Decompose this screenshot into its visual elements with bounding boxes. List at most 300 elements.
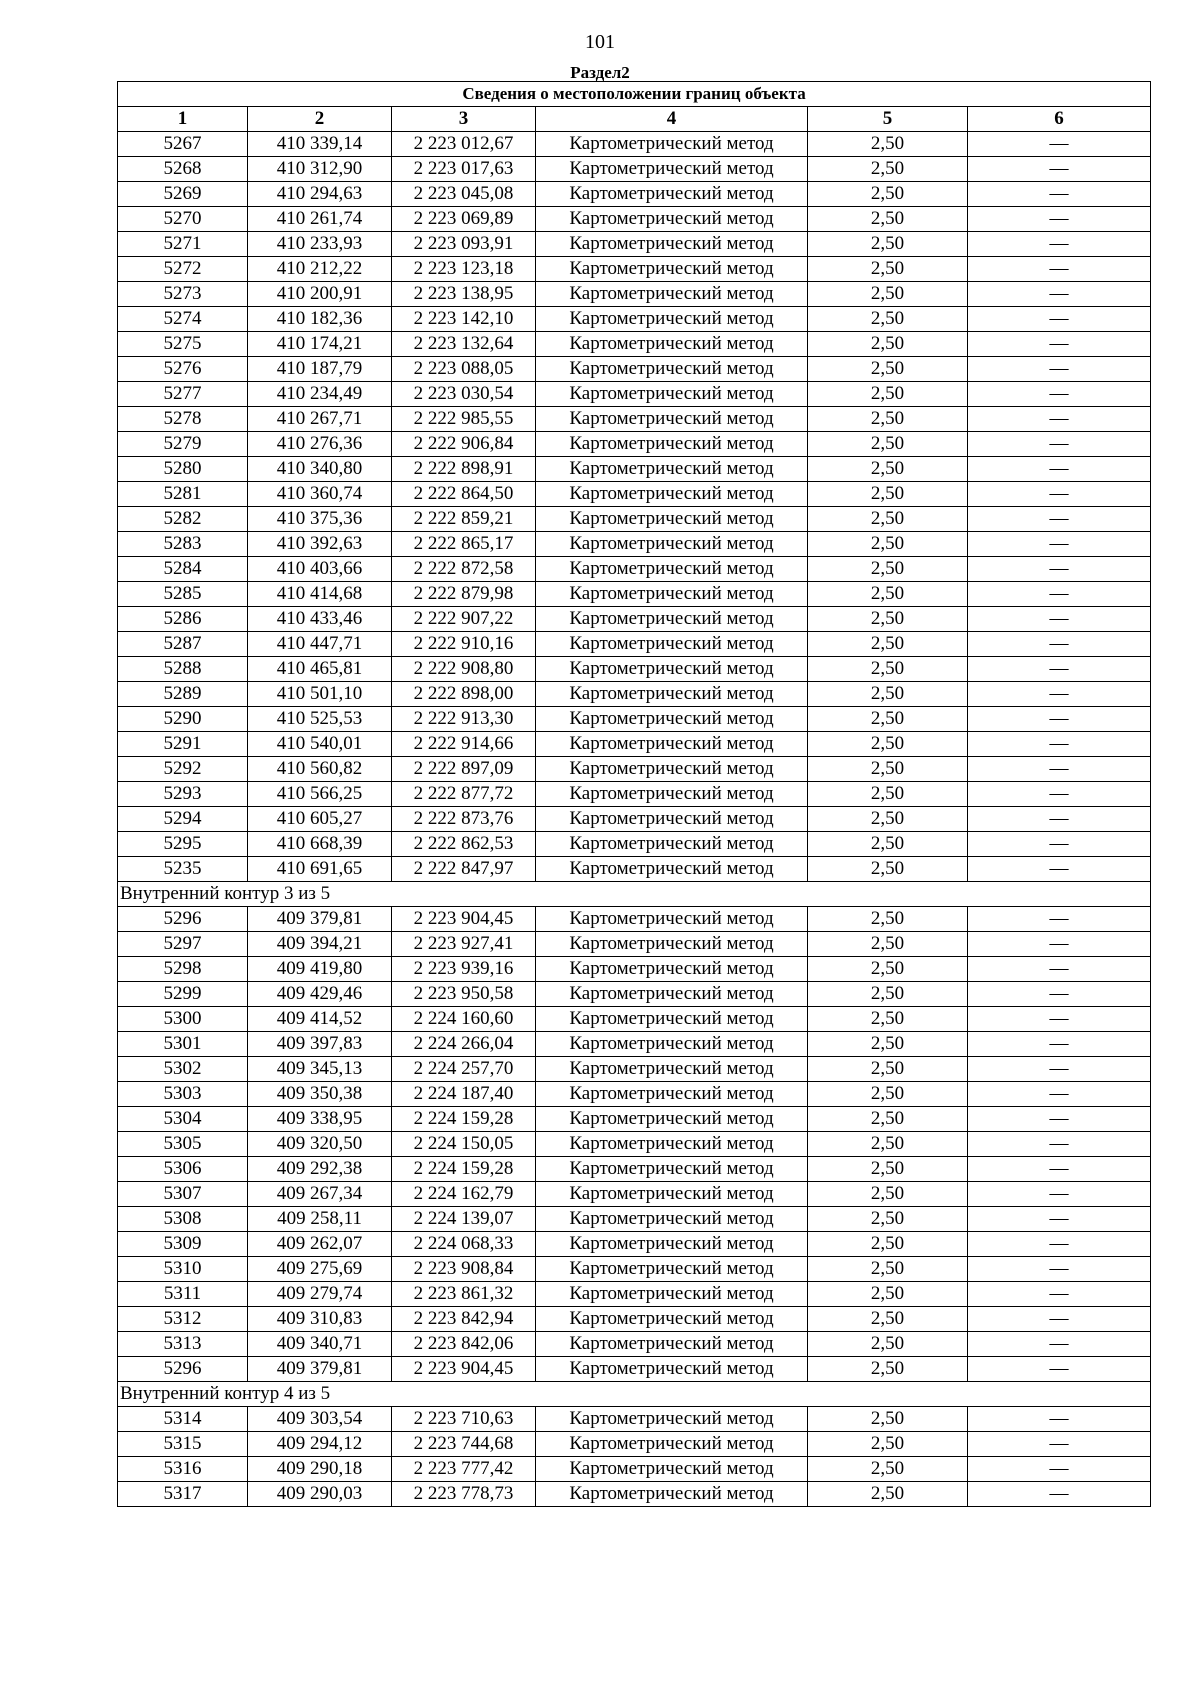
accuracy-cell: 2,50 <box>808 1082 968 1107</box>
description-cell: — <box>968 1357 1151 1382</box>
x-coordinate-cell: 410 182,36 <box>248 307 392 332</box>
y-coordinate-cell: 2 223 132,64 <box>392 332 536 357</box>
method-cell: Картометрический метод <box>536 732 808 757</box>
description-cell: — <box>968 332 1151 357</box>
point-number-cell: 5314 <box>118 1407 248 1432</box>
accuracy-cell: 2,50 <box>808 1282 968 1307</box>
table-row <box>118 1232 1151 1257</box>
method-cell: Картометрический метод <box>536 982 808 1007</box>
accuracy-cell: 2,50 <box>808 232 968 257</box>
point-number-cell: 5283 <box>118 532 248 557</box>
method-cell: Картометрический метод <box>536 1057 808 1082</box>
method-cell: Картометрический метод <box>536 832 808 857</box>
method-cell: Картометрический метод <box>536 1457 808 1482</box>
point-number-cell: 5287 <box>118 632 248 657</box>
x-coordinate-cell: 410 187,79 <box>248 357 392 382</box>
accuracy-cell: 2,50 <box>808 732 968 757</box>
accuracy-cell: 2,50 <box>808 457 968 482</box>
y-coordinate-cell: 2 223 927,41 <box>392 932 536 957</box>
y-coordinate-cell: 2 223 904,45 <box>392 1357 536 1382</box>
contour-label: Внутренний контур 4 из 5 <box>118 1382 1151 1407</box>
accuracy-cell: 2,50 <box>808 507 968 532</box>
method-cell: Картометрический метод <box>536 857 808 882</box>
table-row <box>118 407 1151 432</box>
y-coordinate-cell: 2 223 088,05 <box>392 357 536 382</box>
column-header: 5 <box>808 107 968 132</box>
method-cell: Картометрический метод <box>536 207 808 232</box>
description-cell: — <box>968 732 1151 757</box>
table-row <box>118 757 1151 782</box>
table-row <box>118 1332 1151 1357</box>
table-row <box>118 682 1151 707</box>
table-row <box>118 1157 1151 1182</box>
description-cell: — <box>968 582 1151 607</box>
description-cell: — <box>968 482 1151 507</box>
table-row <box>118 607 1151 632</box>
accuracy-cell: 2,50 <box>808 932 968 957</box>
x-coordinate-cell: 410 392,63 <box>248 532 392 557</box>
x-coordinate-cell: 410 465,81 <box>248 657 392 682</box>
y-coordinate-cell: 2 224 150,05 <box>392 1132 536 1157</box>
y-coordinate-cell: 2 222 910,16 <box>392 632 536 657</box>
description-cell: — <box>968 132 1151 157</box>
table-row <box>118 1057 1151 1082</box>
table-row <box>118 207 1151 232</box>
method-cell: Картометрический метод <box>536 1407 808 1432</box>
y-coordinate-cell: 2 223 842,06 <box>392 1332 536 1357</box>
accuracy-cell: 2,50 <box>808 1057 968 1082</box>
method-cell: Картометрический метод <box>536 1482 808 1507</box>
method-cell: Картометрический метод <box>536 607 808 632</box>
point-number-cell: 5270 <box>118 207 248 232</box>
x-coordinate-cell: 410 403,66 <box>248 557 392 582</box>
y-coordinate-cell: 2 224 187,40 <box>392 1082 536 1107</box>
point-number-cell: 5280 <box>118 457 248 482</box>
description-cell: — <box>968 1157 1151 1182</box>
method-cell: Картометрический метод <box>536 932 808 957</box>
method-cell: Картометрический метод <box>536 1282 808 1307</box>
accuracy-cell: 2,50 <box>808 1157 968 1182</box>
method-cell: Картометрический метод <box>536 1182 808 1207</box>
point-number-cell: 5315 <box>118 1432 248 1457</box>
accuracy-cell: 2,50 <box>808 632 968 657</box>
method-cell: Картометрический метод <box>536 1232 808 1257</box>
table-row <box>118 732 1151 757</box>
x-coordinate-cell: 410 691,65 <box>248 857 392 882</box>
method-cell: Картометрический метод <box>536 1257 808 1282</box>
table-row <box>118 807 1151 832</box>
method-cell: Картометрический метод <box>536 1157 808 1182</box>
table-row <box>118 257 1151 282</box>
accuracy-cell: 2,50 <box>808 207 968 232</box>
table-row <box>118 382 1151 407</box>
x-coordinate-cell: 409 279,74 <box>248 1282 392 1307</box>
point-number-cell: 5296 <box>118 907 248 932</box>
y-coordinate-cell: 2 222 877,72 <box>392 782 536 807</box>
method-cell: Картометрический метод <box>536 407 808 432</box>
description-cell: — <box>968 782 1151 807</box>
y-coordinate-cell: 2 223 904,45 <box>392 907 536 932</box>
description-cell: — <box>968 1107 1151 1132</box>
description-cell: — <box>968 982 1151 1007</box>
x-coordinate-cell: 409 394,21 <box>248 932 392 957</box>
x-coordinate-cell: 410 267,71 <box>248 407 392 432</box>
y-coordinate-cell: 2 222 985,55 <box>392 407 536 432</box>
accuracy-cell: 2,50 <box>808 807 968 832</box>
table-row <box>118 932 1151 957</box>
point-number-cell: 5235 <box>118 857 248 882</box>
description-cell: — <box>968 1257 1151 1282</box>
y-coordinate-cell: 2 223 123,18 <box>392 257 536 282</box>
accuracy-cell: 2,50 <box>808 532 968 557</box>
accuracy-cell: 2,50 <box>808 357 968 382</box>
point-number-cell: 5293 <box>118 782 248 807</box>
table-row <box>118 457 1151 482</box>
description-cell: — <box>968 282 1151 307</box>
x-coordinate-cell: 410 233,93 <box>248 232 392 257</box>
table-row <box>118 1282 1151 1307</box>
method-cell: Картометрический метод <box>536 1032 808 1057</box>
y-coordinate-cell: 2 223 093,91 <box>392 232 536 257</box>
method-cell: Картометрический метод <box>536 707 808 732</box>
description-cell: — <box>968 1082 1151 1107</box>
method-cell: Картометрический метод <box>536 182 808 207</box>
table-row <box>118 482 1151 507</box>
point-number-cell: 5303 <box>118 1082 248 1107</box>
page-number: 101 <box>585 31 615 53</box>
column-header: 3 <box>392 107 536 132</box>
accuracy-cell: 2,50 <box>808 607 968 632</box>
y-coordinate-cell: 2 224 160,60 <box>392 1007 536 1032</box>
x-coordinate-cell: 409 429,46 <box>248 982 392 1007</box>
x-coordinate-cell: 409 419,80 <box>248 957 392 982</box>
accuracy-cell: 2,50 <box>808 1307 968 1332</box>
x-coordinate-cell: 410 212,22 <box>248 257 392 282</box>
y-coordinate-cell: 2 224 162,79 <box>392 1182 536 1207</box>
point-number-cell: 5272 <box>118 257 248 282</box>
table-row <box>118 907 1151 932</box>
description-cell: — <box>968 1307 1151 1332</box>
point-number-cell: 5274 <box>118 307 248 332</box>
accuracy-cell: 2,50 <box>808 132 968 157</box>
y-coordinate-cell: 2 222 865,17 <box>392 532 536 557</box>
description-cell: — <box>968 907 1151 932</box>
description-cell: — <box>968 357 1151 382</box>
accuracy-cell: 2,50 <box>808 1107 968 1132</box>
description-cell: — <box>968 382 1151 407</box>
description-cell: — <box>968 757 1151 782</box>
accuracy-cell: 2,50 <box>808 857 968 882</box>
table-row <box>118 1182 1151 1207</box>
table-row <box>118 307 1151 332</box>
y-coordinate-cell: 2 223 030,54 <box>392 382 536 407</box>
description-cell: — <box>968 1482 1151 1507</box>
x-coordinate-cell: 410 312,90 <box>248 157 392 182</box>
x-coordinate-cell: 409 397,83 <box>248 1032 392 1057</box>
description-cell: — <box>968 1282 1151 1307</box>
method-cell: Картометрический метод <box>536 1007 808 1032</box>
y-coordinate-cell: 2 222 879,98 <box>392 582 536 607</box>
x-coordinate-cell: 409 379,81 <box>248 907 392 932</box>
x-coordinate-cell: 410 566,25 <box>248 782 392 807</box>
x-coordinate-cell: 409 258,11 <box>248 1207 392 1232</box>
description-cell: — <box>968 157 1151 182</box>
point-number-cell: 5300 <box>118 1007 248 1032</box>
description-cell: — <box>968 1132 1151 1157</box>
accuracy-cell: 2,50 <box>808 1332 968 1357</box>
table-row <box>118 182 1151 207</box>
description-cell: — <box>968 1007 1151 1032</box>
description-cell: — <box>968 682 1151 707</box>
accuracy-cell: 2,50 <box>808 557 968 582</box>
point-number-cell: 5285 <box>118 582 248 607</box>
x-coordinate-cell: 409 275,69 <box>248 1257 392 1282</box>
point-number-cell: 5310 <box>118 1257 248 1282</box>
table-row <box>118 1107 1151 1132</box>
x-coordinate-cell: 409 292,38 <box>248 1157 392 1182</box>
y-coordinate-cell: 2 222 913,30 <box>392 707 536 732</box>
point-number-cell: 5313 <box>118 1332 248 1357</box>
table-row <box>118 282 1151 307</box>
method-cell: Картометрический метод <box>536 757 808 782</box>
x-coordinate-cell: 410 560,82 <box>248 757 392 782</box>
x-coordinate-cell: 410 234,49 <box>248 382 392 407</box>
table-body <box>118 132 1151 1507</box>
x-coordinate-cell: 410 200,91 <box>248 282 392 307</box>
point-number-cell: 5275 <box>118 332 248 357</box>
method-cell: Картометрический метод <box>536 582 808 607</box>
accuracy-cell: 2,50 <box>808 1482 968 1507</box>
method-cell: Картометрический метод <box>536 682 808 707</box>
description-cell: — <box>968 532 1151 557</box>
y-coordinate-cell: 2 222 864,50 <box>392 482 536 507</box>
accuracy-cell: 2,50 <box>808 382 968 407</box>
description-cell: — <box>968 832 1151 857</box>
y-coordinate-cell: 2 223 777,42 <box>392 1457 536 1482</box>
y-coordinate-cell: 2 222 907,22 <box>392 607 536 632</box>
y-coordinate-cell: 2 222 898,00 <box>392 682 536 707</box>
point-number-cell: 5302 <box>118 1057 248 1082</box>
accuracy-cell: 2,50 <box>808 657 968 682</box>
point-number-cell: 5307 <box>118 1182 248 1207</box>
point-number-cell: 5298 <box>118 957 248 982</box>
description-cell: — <box>968 707 1151 732</box>
method-cell: Картометрический метод <box>536 257 808 282</box>
point-number-cell: 5304 <box>118 1107 248 1132</box>
table-row <box>118 1032 1151 1057</box>
method-cell: Картометрический метод <box>536 1307 808 1332</box>
description-cell: — <box>968 1457 1151 1482</box>
method-cell: Картометрический метод <box>536 1432 808 1457</box>
y-coordinate-cell: 2 224 159,28 <box>392 1107 536 1132</box>
description-cell: — <box>968 407 1151 432</box>
x-coordinate-cell: 409 350,38 <box>248 1082 392 1107</box>
description-cell: — <box>968 932 1151 957</box>
description-cell: — <box>968 807 1151 832</box>
description-cell: — <box>968 507 1151 532</box>
accuracy-cell: 2,50 <box>808 832 968 857</box>
y-coordinate-cell: 2 223 744,68 <box>392 1432 536 1457</box>
point-number-cell: 5312 <box>118 1307 248 1332</box>
x-coordinate-cell: 409 303,54 <box>248 1407 392 1432</box>
point-number-cell: 5294 <box>118 807 248 832</box>
table-row <box>118 957 1151 982</box>
description-cell: — <box>968 457 1151 482</box>
point-number-cell: 5289 <box>118 682 248 707</box>
description-cell: — <box>968 657 1151 682</box>
table-row <box>118 1307 1151 1332</box>
table-row <box>118 582 1151 607</box>
point-number-cell: 5286 <box>118 607 248 632</box>
x-coordinate-cell: 410 540,01 <box>248 732 392 757</box>
table-row <box>118 132 1151 157</box>
y-coordinate-cell: 2 224 257,70 <box>392 1057 536 1082</box>
point-number-cell: 5297 <box>118 932 248 957</box>
x-coordinate-cell: 410 339,14 <box>248 132 392 157</box>
point-number-cell: 5267 <box>118 132 248 157</box>
point-number-cell: 5279 <box>118 432 248 457</box>
accuracy-cell: 2,50 <box>808 482 968 507</box>
table-row <box>118 657 1151 682</box>
x-coordinate-cell: 409 267,34 <box>248 1182 392 1207</box>
description-cell: — <box>968 257 1151 282</box>
point-number-cell: 5311 <box>118 1282 248 1307</box>
accuracy-cell: 2,50 <box>808 782 968 807</box>
point-number-cell: 5317 <box>118 1482 248 1507</box>
point-number-cell: 5292 <box>118 757 248 782</box>
method-cell: Картометрический метод <box>536 382 808 407</box>
accuracy-cell: 2,50 <box>808 307 968 332</box>
accuracy-cell: 2,50 <box>808 757 968 782</box>
y-coordinate-cell: 2 222 862,53 <box>392 832 536 857</box>
x-coordinate-cell: 409 290,18 <box>248 1457 392 1482</box>
y-coordinate-cell: 2 224 159,28 <box>392 1157 536 1182</box>
method-cell: Картометрический метод <box>536 507 808 532</box>
description-cell: — <box>968 1232 1151 1257</box>
method-cell: Картометрический метод <box>536 1082 808 1107</box>
point-number-cell: 5301 <box>118 1032 248 1057</box>
y-coordinate-cell: 2 222 914,66 <box>392 732 536 757</box>
method-cell: Картометрический метод <box>536 1107 808 1132</box>
accuracy-cell: 2,50 <box>808 282 968 307</box>
y-coordinate-cell: 2 223 908,84 <box>392 1257 536 1282</box>
method-cell: Картометрический метод <box>536 132 808 157</box>
table-row <box>118 632 1151 657</box>
y-coordinate-cell: 2 224 068,33 <box>392 1232 536 1257</box>
y-coordinate-cell: 2 222 898,91 <box>392 457 536 482</box>
accuracy-cell: 2,50 <box>808 1357 968 1382</box>
y-coordinate-cell: 2 223 017,63 <box>392 157 536 182</box>
y-coordinate-cell: 2 223 939,16 <box>392 957 536 982</box>
table-row <box>118 1357 1151 1382</box>
x-coordinate-cell: 409 294,12 <box>248 1432 392 1457</box>
x-coordinate-cell: 410 525,53 <box>248 707 392 732</box>
point-number-cell: 5316 <box>118 1457 248 1482</box>
method-cell: Картометрический метод <box>536 782 808 807</box>
y-coordinate-cell: 2 223 842,94 <box>392 1307 536 1332</box>
accuracy-cell: 2,50 <box>808 432 968 457</box>
method-cell: Картометрический метод <box>536 307 808 332</box>
method-cell: Картометрический метод <box>536 232 808 257</box>
point-number-cell: 5299 <box>118 982 248 1007</box>
description-cell: — <box>968 1407 1151 1432</box>
point-number-cell: 5278 <box>118 407 248 432</box>
x-coordinate-cell: 410 668,39 <box>248 832 392 857</box>
table-row <box>118 782 1151 807</box>
x-coordinate-cell: 409 320,50 <box>248 1132 392 1157</box>
y-coordinate-cell: 2 223 138,95 <box>392 282 536 307</box>
table-row <box>118 1132 1151 1157</box>
accuracy-cell: 2,50 <box>808 1032 968 1057</box>
table-row <box>118 982 1151 1007</box>
column-header: 1 <box>118 107 248 132</box>
point-number-cell: 5284 <box>118 557 248 582</box>
table-row <box>118 1257 1151 1282</box>
accuracy-cell: 2,50 <box>808 157 968 182</box>
accuracy-cell: 2,50 <box>808 582 968 607</box>
method-cell: Картометрический метод <box>536 1357 808 1382</box>
accuracy-cell: 2,50 <box>808 1007 968 1032</box>
x-coordinate-cell: 409 414,52 <box>248 1007 392 1032</box>
column-header: 6 <box>968 107 1151 132</box>
method-cell: Картометрический метод <box>536 532 808 557</box>
y-coordinate-cell: 2 222 908,80 <box>392 657 536 682</box>
x-coordinate-cell: 410 605,27 <box>248 807 392 832</box>
y-coordinate-cell: 2 223 069,89 <box>392 207 536 232</box>
y-coordinate-cell: 2 223 778,73 <box>392 1482 536 1507</box>
x-coordinate-cell: 409 340,71 <box>248 1332 392 1357</box>
x-coordinate-cell: 410 261,74 <box>248 207 392 232</box>
description-cell: — <box>968 1207 1151 1232</box>
x-coordinate-cell: 409 290,03 <box>248 1482 392 1507</box>
description-cell: — <box>968 857 1151 882</box>
point-number-cell: 5305 <box>118 1132 248 1157</box>
method-cell: Картометрический метод <box>536 157 808 182</box>
table-row <box>118 857 1151 882</box>
point-number-cell: 5291 <box>118 732 248 757</box>
accuracy-cell: 2,50 <box>808 332 968 357</box>
table-row <box>118 507 1151 532</box>
x-coordinate-cell: 409 345,13 <box>248 1057 392 1082</box>
y-coordinate-cell: 2 223 045,08 <box>392 182 536 207</box>
accuracy-cell: 2,50 <box>808 257 968 282</box>
method-cell: Картометрический метод <box>536 632 808 657</box>
y-coordinate-cell: 2 222 897,09 <box>392 757 536 782</box>
x-coordinate-cell: 410 501,10 <box>248 682 392 707</box>
accuracy-cell: 2,50 <box>808 1407 968 1432</box>
accuracy-cell: 2,50 <box>808 907 968 932</box>
x-coordinate-cell: 409 379,81 <box>248 1357 392 1382</box>
description-cell: — <box>968 957 1151 982</box>
description-cell: — <box>968 207 1151 232</box>
x-coordinate-cell: 409 338,95 <box>248 1107 392 1132</box>
y-coordinate-cell: 2 222 872,58 <box>392 557 536 582</box>
table-caption: Сведения о местоположении границ объекта <box>118 82 1151 107</box>
y-coordinate-cell: 2 223 012,67 <box>392 132 536 157</box>
description-cell: — <box>968 1032 1151 1057</box>
y-coordinate-cell: 2 223 950,58 <box>392 982 536 1007</box>
description-cell: — <box>968 1182 1151 1207</box>
y-coordinate-cell: 2 223 710,63 <box>392 1407 536 1432</box>
point-number-cell: 5296 <box>118 1357 248 1382</box>
description-cell: — <box>968 607 1151 632</box>
point-number-cell: 5282 <box>118 507 248 532</box>
method-cell: Картометрический метод <box>536 432 808 457</box>
point-number-cell: 5308 <box>118 1207 248 1232</box>
table-row <box>118 1482 1151 1507</box>
method-cell: Картометрический метод <box>536 357 808 382</box>
point-number-cell: 5281 <box>118 482 248 507</box>
